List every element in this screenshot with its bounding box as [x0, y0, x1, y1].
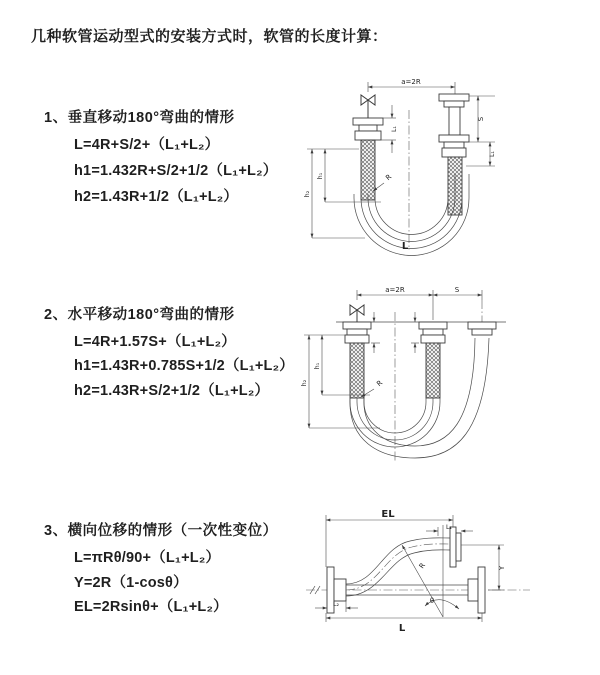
diagram-vertical-180-bend [303, 70, 593, 262]
dim-label-theta: θ [429, 597, 435, 605]
left-pipe-fitting [353, 118, 383, 200]
right-pipe-fitting [439, 94, 469, 215]
section-2-formula-L: L=4R+1.57S+（L₁+L₂） [74, 334, 236, 350]
dim-l1-fitting [381, 105, 398, 153]
section-1-heading: 1、垂直移动180°弯曲的情形 [44, 110, 235, 126]
dim-h1-h2 [301, 335, 380, 428]
section-1-formula-h1: h1=1.432R+S/2+1/2（L₁+L₂） [74, 163, 278, 179]
dim-label-h2: h₂ [304, 190, 311, 198]
radius-callout [373, 173, 393, 191]
section-2-formula-h1: h1=1.43R+0.785S+1/2（L₁+L₂） [74, 358, 294, 374]
page-title: 几种软管运动型式的安装方式时，软管的长度计算： [31, 28, 388, 45]
diagram-horizontal-180-bend [300, 282, 590, 474]
left-pipe-fitting [343, 322, 371, 398]
dim-label-l-bottom: L [401, 241, 409, 252]
dim-label-a2r: a=2R [401, 78, 421, 86]
dim-label-el: EL [381, 509, 395, 520]
section-3-formula-Y: Y=2R（1-cosθ） [74, 575, 188, 591]
moved-flange [450, 527, 461, 567]
right-flange [468, 567, 485, 613]
right-pipe-fitting [468, 322, 496, 335]
hose-u-bends [350, 338, 489, 458]
dim-label-h2: h₂ [301, 379, 308, 387]
section-3-heading: 3、横向位移的情形（一次性变位） [44, 523, 278, 539]
valve-icon [361, 95, 375, 118]
dim-label-l1-fitting: L₁ [391, 126, 398, 132]
dim-l [326, 613, 482, 634]
middle-pipe-fitting [419, 322, 447, 398]
dim-label-l: L [398, 623, 406, 634]
dim-l1 [426, 524, 473, 536]
section-2-formula-h2: h2=1.43R+S/2+1/2（L₁+L₂） [74, 383, 270, 399]
dim-l2 [315, 601, 358, 612]
dim-label-s: S [454, 286, 460, 294]
section-3-formula-EL: EL=2Rsinθ+（L₁+L₂） [74, 599, 228, 615]
section-1-formula-L: L=4R+S/2+（L₁+L₂） [74, 137, 220, 153]
dim-label-h1: h₁ [314, 362, 321, 370]
dim-label-l1-right: L₁ [489, 151, 496, 157]
dim-label-s: S [477, 116, 485, 122]
dim-label-r: R [417, 561, 428, 571]
hose-s-curve [346, 538, 450, 596]
section-3-formula-L: L=πRθ/90+（L₁+L₂） [74, 550, 221, 566]
dim-label-r: R [384, 172, 394, 183]
dim-label-r: R [375, 378, 385, 389]
dim-label-h1: h₁ [317, 172, 324, 180]
dim-a2r-s [357, 286, 482, 320]
dim-label-y: Y [498, 565, 506, 571]
section-1-formula-h2: h2=1.43R+1/2（L₁+L₂） [74, 189, 239, 205]
dim-label-l2: L₂ [333, 601, 339, 608]
dim-s-stroke [466, 96, 496, 166]
diagram-lateral-displacement [298, 505, 595, 663]
section-2-heading: 2、水平移动180°弯曲的情形 [44, 307, 235, 323]
valve-icon [350, 305, 364, 322]
dim-label-a2r: a=2R [385, 286, 405, 294]
dim-label-l1: L₁ [446, 524, 452, 531]
radius-callout [361, 379, 384, 397]
